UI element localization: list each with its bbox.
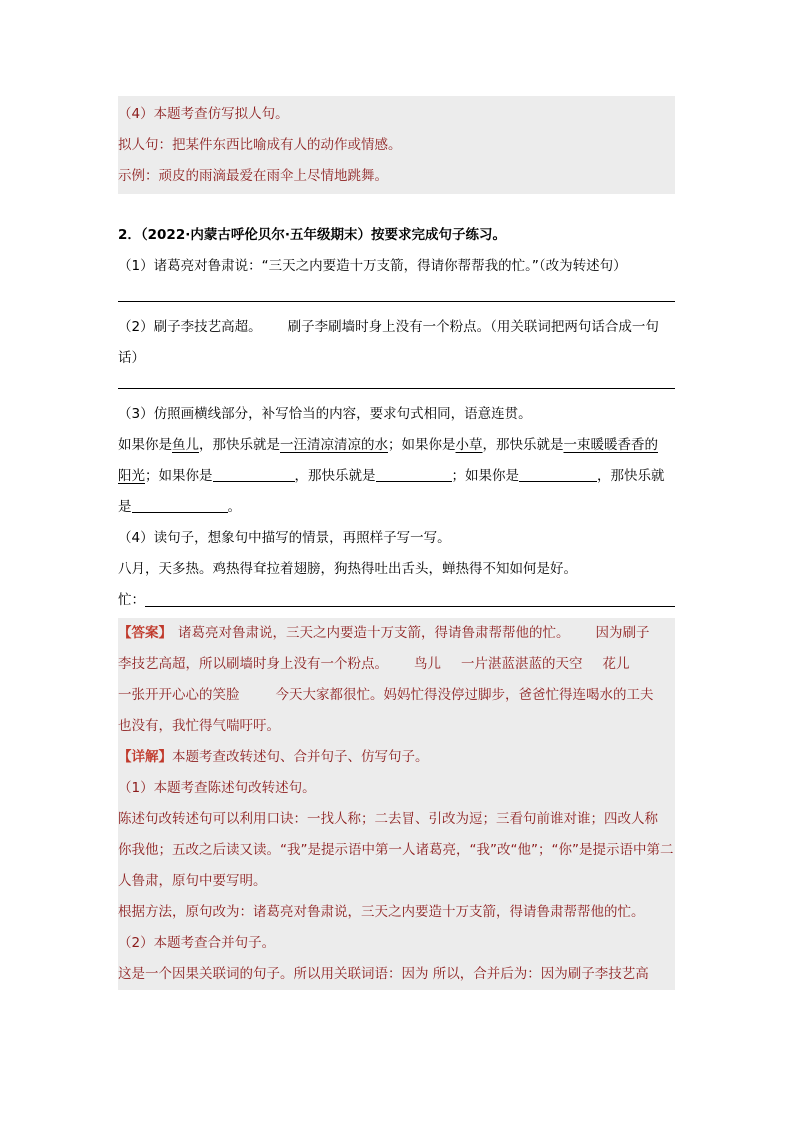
detail-line: （1）本题考查陈述句改转述句。 — [118, 780, 316, 796]
answer-line-text: 一张开开心心的笑脸 今天大家都很忙。妈妈忙得没停过脚步，爸爸忙得连喝水的工夫 — [118, 687, 654, 703]
analysis-line: 示例：顽皮的雨滴最爱在雨伞上尽情地跳舞。 — [118, 168, 388, 184]
answer-line — [118, 388, 675, 389]
detail-line: 你我他；五改之后读又读。“我”是提示语中第一人诸葛亮，“我”改“他”；“你”是提示语中第二 — [118, 842, 674, 858]
underlined-text: 小草 — [455, 437, 483, 453]
sub-question-1: （1）诸葛亮对鲁肃说：“三天之内要造十万支箭，得请你帮帮我的忙。”（改为转述句） — [118, 258, 627, 274]
underlined-text: 鱼儿 — [172, 437, 199, 453]
answer-line[interactable] — [145, 605, 675, 607]
detail-line: 陈述句改转述句可以利用口诀：一找人称；二去冒、引改为逗；三看句前谁对谁；四改人称 — [118, 811, 658, 827]
example-sentence: 如果你是鱼儿，那快乐就是一汪清凉清凉的水；如果你是小草，那快乐就是一束暖暖香香的 — [118, 437, 658, 453]
answer-line-text: 也没有，我忙得气喘吁吁。 — [118, 718, 280, 734]
detail-line: 根据方法，原句改为：诸葛亮对鲁肃说，三天之内要造十万支箭，得请鲁肃帮帮他的忙。 — [118, 904, 645, 920]
underlined-text: 一汪清凉清凉的水 — [280, 437, 388, 453]
answer-line — [118, 301, 675, 302]
detail-line: （2）本题考查合并句子。 — [118, 935, 276, 951]
underlined-text: 阳光 — [118, 468, 145, 484]
fill-blank-line: 是 。 — [118, 499, 241, 515]
sub-question-2-cont: 话） — [118, 350, 145, 366]
analysis-line: 拟人句：把某件东西比喻成有人的动作或情感。 — [118, 137, 402, 153]
fill-blank[interactable] — [519, 467, 597, 482]
underlined-text: 一束暖暖香香的 — [563, 437, 658, 453]
detail-heading: 【详解】本题考查改转述句、合并句子、仿写句子。 — [118, 749, 429, 765]
detail-tag: 【详解】 — [118, 749, 172, 765]
fill-blank[interactable] — [213, 467, 295, 482]
detail-line: 人鲁肃，原句中要写明。 — [118, 873, 267, 889]
fill-blank[interactable] — [132, 498, 228, 513]
answer-line-text: 【答案】 诸葛亮对鲁肃说，三天之内要造十万支箭，得请鲁肃帮帮他的忙。 因为刷子 — [118, 625, 650, 641]
analysis-line: （4）本题考查仿写拟人句。 — [118, 106, 289, 122]
answer-tag: 【答案】 — [118, 625, 172, 641]
example-sentence: 八月，天多热。鸡热得耷拉着翅膀，狗热得吐出舌头，蝉热得不知如何是好。 — [118, 561, 577, 577]
sub-question-2-part2: 刷子李刷墙时身上没有一个粉点。（用关联词把两句话合成一句 — [287, 319, 659, 335]
previous-analysis-block — [118, 96, 675, 194]
fill-blank[interactable] — [376, 467, 452, 482]
answer-block — [118, 618, 675, 990]
sub-question-3: （3）仿照画横线部分，补写恰当的内容，要求句式相同，语意连贯。 — [118, 406, 532, 422]
sub-question-2-part1: （2）刷子李技艺高超。 — [118, 319, 262, 335]
sub-question-2 — [118, 312, 675, 343]
sub-question-4: （4）读句子，想象句中描写的情景，再照样子写一写。 — [118, 530, 451, 546]
question-title: 2．（2022·内蒙古呼伦贝尔·五年级期末）按要求完成句子练习。 — [118, 227, 506, 243]
detail-line: 这是一个因果关联词的句子。所以用关联词语：因为 所以，合并后为：因为刷子李技艺高 — [118, 966, 649, 982]
answer-line-text: 李技艺高超，所以刷墙时身上没有一个粉点。 鸟儿 一片湛蓝湛蓝的天空 花儿 — [118, 656, 630, 672]
document-page — [118, 96, 675, 990]
fill-blank-line: 阳光；如果你是 ，那快乐就是 ；如果你是 ，那快乐就 — [118, 468, 665, 484]
write-line: 忙： — [118, 585, 675, 616]
